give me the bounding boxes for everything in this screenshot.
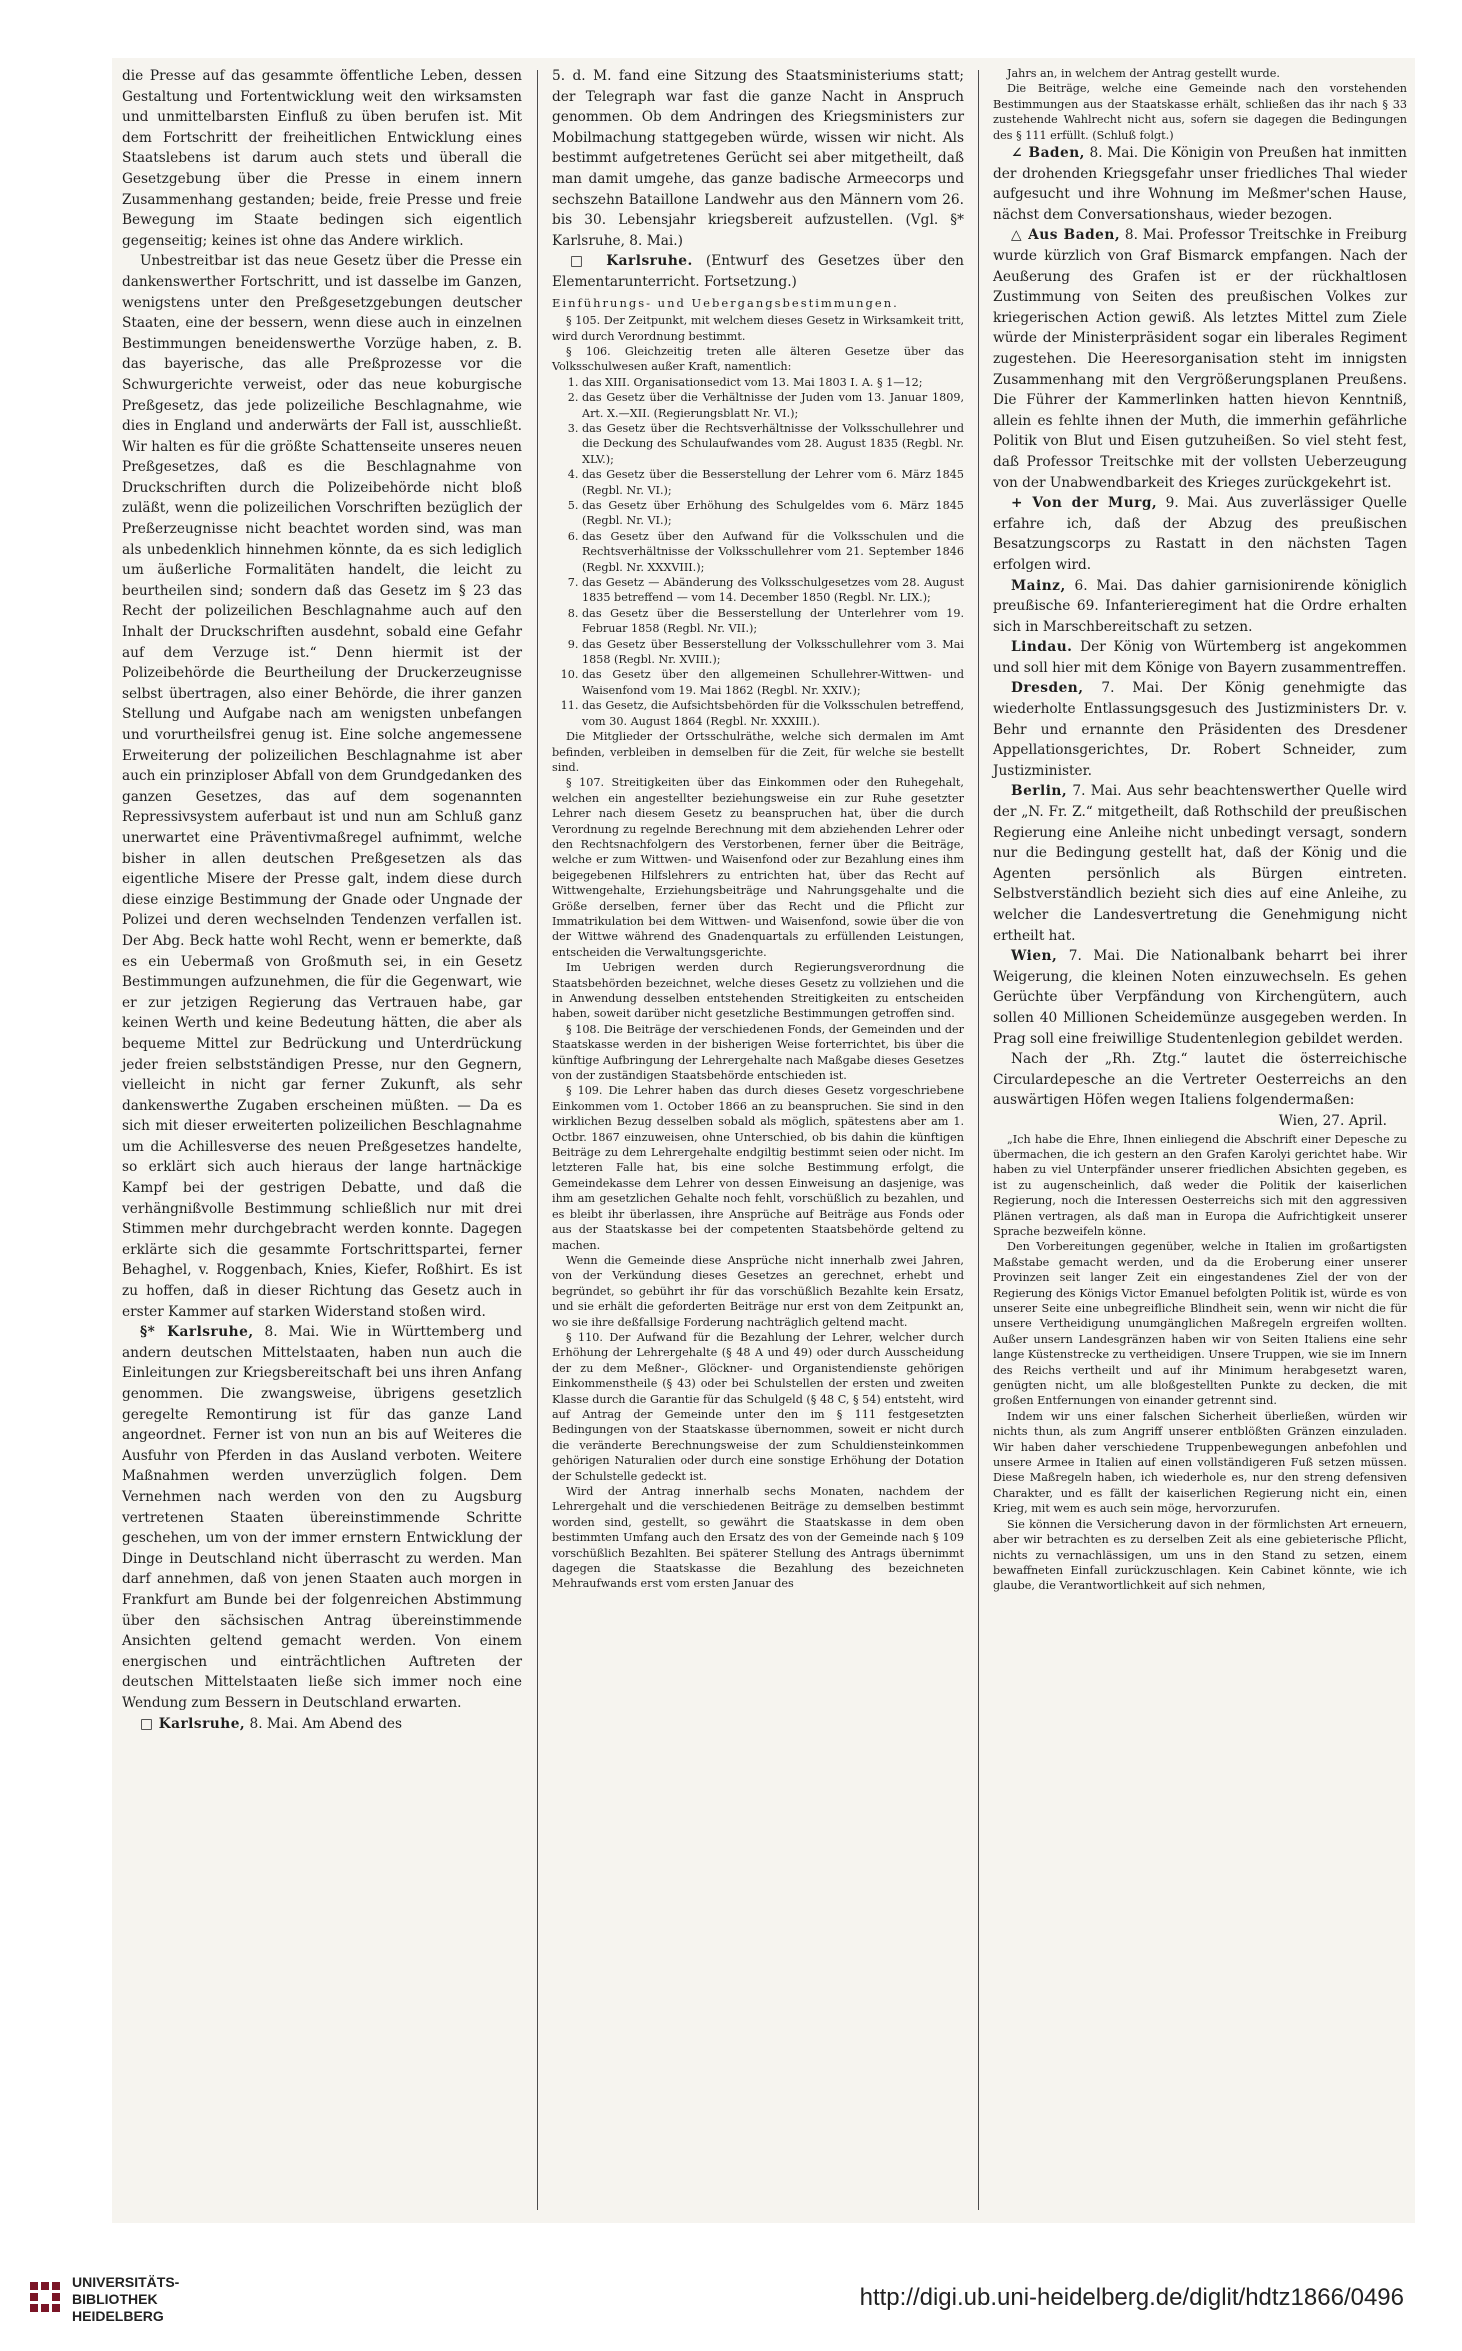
list-item: 10. das Gesetz über den allgemeinen Schullehrer-Wittwen- und Waisenfond vom 19. Mai 1862 (Regbl. Nr. XXIV.); [582,667,964,698]
list-item: 8. das Gesetz über die Besserstellung der Unterlehrer vom 19. Februar 1858 (Regbl. Nr. VII.); [582,606,964,637]
dateline-heading: □ Karlsruhe, [140,1715,246,1732]
news-text: (Entwurf des Gesetzes über den Elementarunterricht. Fortsetzung.) [552,253,964,290]
paragraph: § 108. Die Beiträge der verschiedenen Fonds, der Gemeinden und der Staatskasse werden in der bisherigen Weise forterrichtet, bis über die künftige Aufbringung der Lehrergehalte nach Maßgabe dieses Gesetzes von der zuständigen Staatsbehörde entschieden ist. [552,1022,964,1083]
list-item: 2. das Gesetz über die Verhältnisse der Juden vom 13. Januar 1809, Art. X.—XII. (Regierungsblatt Nr. VI.); [582,390,964,421]
news-text: 7. Mai. Der König genehmigte das wiederholte Entlassungsgesuch des Justizministers Dr. v. Behr und ernannte den Präsidenten des Dresdener Appellationsgerichtes, Dr. Robert Schneider, zum Justizminister. [993,680,1407,779]
news-text: 7. Mai. Aus sehr beachtenswerther Quelle wird der „N. Fr. Z.“ mitgetheilt, daß Rothschild der preußischen Regierung eine Anleihe nicht unbedingt versagt, sondern nur die Bedingung gestellt hat, daß der König und die Agenten persönlich als Bürgen eintreten. Selbstverständlich bezieht sich dies auf eine Anleihe, zu welcher die Landesvertretung die Genehmigung nicht ertheilt hat. [993,783,1407,944]
paragraph: Im Uebrigen werden durch Regierungsverordnung die Staatsbehörden bezeichnet, welche dieses Gesetz zu vollziehen und die in Anwendung desselben entstehenden Streitigkeiten zu entscheiden haben, soweit darüber nicht gesetzliche Bestimmungen getroffen sind. [552,961,964,1021]
law-text [552,729,964,1592]
news-item [993,946,1407,1049]
list-item: 4. das Gesetz über die Besserstellung der Lehrer vom 6. März 1845 (Regbl. Nr. VI.); [582,467,964,498]
library-name [72,2274,179,2325]
column-rule [537,70,538,2210]
library-logo-icon [30,2282,60,2312]
footer [0,2262,1462,2332]
paragraph: Indem wir uns einer falschen Sicherheit überließen, würden wir nichts thun, als zum Angriff unserer entblößten Gränzen einzuladen. Wir haben daher verschiedene Truppenbewegungen anbefohlen und unsere Armee in Italien auf einen vollständigeren Fuß setzen müssen. Diese Maßregeln haben, ich wiederhole es, nur den streng defensiven Charakter, und es fällt der kaiserlichen Regierung nicht ein, einen Krieg, mit wem es auch sein möge, hervorzurufen. [993,1409,1407,1516]
paragraph: Wenn die Gemeinde diese Ansprüche nicht innerhalb zwei Jahren, von der Verkündung dieses Gesetzes an gerechnet, erhebt und begründet, so gebührt ihr für das vorschüßlich Bezahlte kein Ersatz, und sie erhält die geforderten Beiträge nur erst von dem Zeitpunkt an, wo sie ihre deßfallsige Forderung nachträglich geltend macht. [552,1253,964,1329]
dispatch-text [993,1132,1407,1594]
dateline-heading: Wien, [1011,948,1058,965]
paragraph: „Ich habe die Ehre, Ihnen einliegend die Abschrift einer Depesche zu übermachen, die ich gestern an den Grafen Karolyi gerichtet habe. Wir haben zu viel Unterpfänder unserer friedlichen Absichten gegeben, es ist zu augenscheinlich, daß weder die Politik der kaiserlichen Regierung, noch die Interessen Oesterreichs sich mit den aggressiven Plänen vertragen, als daß man in Europa die Aufrichtigkeit unserer Sprache bezweifeln könne. [993,1132,1407,1238]
list-item: 5. das Gesetz über Erhöhung des Schulgeldes vom 6. März 1845 (Regbl. Nr. VI.); [582,498,964,529]
dateline-heading: △ Aus Baden, [1011,227,1121,244]
paragraph: Die Mitglieder der Ortsschulräthe, welche sich dermalen im Amt befinden, verbleiben in demselben für die Zeit, für welche sie bestellt sind. [552,730,964,774]
column-2 [552,66,964,1592]
news-item [993,781,1407,946]
news-item [122,1322,522,1713]
dateline-heading: Lindau. [1011,639,1073,656]
list-item: 3. das Gesetz über die Rechtsverhältnisse der Volksschullehrer und die Deckung des Schulaufwandes vom 28. August 1835 (Regbl. Nr. XLV.); [582,421,964,467]
list-item: 6. das Gesetz über den Aufwand für die Volksschulen und die Rechtsverhältnisse der Volksschullehrer vom 21. September 1846 (Regbl. Nr. XXXVIII.); [582,529,964,575]
news-item [993,493,1407,575]
paragraph: § 110. Der Aufwand für die Bezahlung der Lehrer, welcher durch Erhöhung der Lehrergehalte (§ 48 A und 49) oder durch Ausscheidung der zu dem Meßner-, Glöckner- und Organistendienste gehörigen Einkommenstheile (§ 43) oder bei Schulstellen der ersten und zweiten Klasse durch die Garantie für das Schulgeld (§ 48 C, § 54) entsteht, wird auf Antrag der Gemeinde unter den im § 111 festgesetzten Bedingungen von der Staatskasse übernommen, soweit er nicht durch die veränderte Berechnungsweise der zum Schuldiensteinkommen gehörigen Naturalien oder durch eine sonstige Erhöhung der Dotation der Schulstelle gedeckt ist. [552,1330,964,1483]
paragraph: Den Vorbereitungen gegenüber, welche in Italien im großartigsten Maßstabe gemacht werden, und da die Eroberung einer unserer Provinzen seit langer Zeit ein eingestandenes Ziel der von der Regierung des Königs Victor Emanuel befolgten Politik ist, würde es von unserer Seite eine unbegreifliche Blindheit sein, wenn wir nicht die für unsere Vertheidigung unumgänglichen Maßregeln ergreifen wollten. Außer unsern Landesgränzen haben wir von Seiten Italiens eine sehr lange Küstenstrecke zu vertheidigen. Unsere Truppen, wie sie im Innern des Reichs vertheilt und auf ihr Minimum herabgesetzt waren, genügten nicht, um alle bloßgestellten Punkte zu decken, die mit großen Entfernungen von einander getrennt sind. [993,1240,1407,1408]
news-text: 7. Mai. Die Nationalbank beharrt bei ihrer Weigerung, die kleinen Noten einzuwechseln. Es gehen Gerüchte über Verpfändung von Kirchengütern, auch sollen 40 Millionen Scheidemünze ausgegeben werden. In Prag soll eine freiwillige Studentenlegion gebildet werden. [993,948,1407,1047]
paragraph: Sie können die Versicherung davon in der förmlichsten Art erneuern, aber wir betrachten es zu derselben Zeit als eine gebieterische Pflicht, nichts zu vernachlässigen, um uns in den Stand zu setzen, einem bewaffneten Einfall zurückzuschlagen. Kein Cabinet könnte, wie ich glaube, die Verantwortlichkeit auf sich nehmen, [993,1517,1407,1593]
news-text: 8. Mai. Am Abend des [245,1715,402,1732]
news-text: 9. Mai. Aus zuverlässiger Quelle erfahre ich, daß der Abzug des preußischen Besatzungscorps zu Rastatt in den nächsten Tagen erfolgen wird. [993,495,1407,573]
news-item [122,1714,522,1735]
law-text [552,313,964,375]
paragraph: Die Beiträge, welche eine Gemeinde nach den vorstehenden Bestimmungen aus der Staatskasse erhält, schließen das ihr nach § 33 zustehende Wahlrecht nicht aus, sofern sie dagegen die Bedingungen des § 111 erfüllt. (Schluß folgt.) [993,82,1407,142]
list-item: 9. das Gesetz über Besserstellung der Volksschullehrer vom 3. Mai 1858 (Regbl. Nr. XVIII.); [582,637,964,668]
paragraph: Unbestreitbar ist das neue Gesetz über die Presse ein dankenswerther Fortschritt, und ist dasselbe im Ganzen, wenigstens unter den Preßgesetzgebungen deutscher Staaten, eine der bessern, wenn diese auch in einzelnen Bestimmungen beneidenswerthe Vorzüge haben, z. B. das bayerische, das alle Preßprozesse vor die Schwurgerichte verweist, oder das neue koburgische Preßgesetz, das jede polizeiliche Beschlagnahme, wie dies in England und anderwärts der Fall ist, ausschließt. Wir halten es für die größte Schattenseite unseres neuen Preßgesetzes, daß es die Beschlagnahme von Druckschriften durch die Polizeibehörde nicht bloß zuläßt, wenn die polizeilichen Vorschriften bezüglich der Preßerzeugnisse nicht beachtet worden sind, was man als unbedenklich hinnehmen könnte, da es sich lediglich um äußerliche Formalitäten handelt, die leicht zu beurtheilen sind; sondern daß das Gesetz im § 23 das Recht der polizeilichen Beschlagnahme auch auf den Inhalt der Druckschriften ausdehnt, sobald eine Gefahr auf dem Verzuge ist.“ Denn hiermit ist der Polizeibehörde die Beurtheilung der Druckerzeugnisse selbst übertragen, also einer Behörde, die ihrer ganzen Stellung und Aufgabe nach am wenigsten unbefangen und vorurtheilsfrei genug ist. Eine solche angemessene Erweiterung der polizeilichen Beschlagnahme ist aber auch ein prinziploser Abfall von dem Grundgedanken des ganzen Gesetzes, das auf dem sogenannten Repressivsystem auferbaut ist und nun am Schluß ganz unerwartet eine Präventivmaßregel aufnimmt, welche bisher in allen deutschen Preßgesetzen als das eigentliche Misere der Presse galt, indem diese durch diese einzige Bestimmung der Gnade oder Ungnade der Polizei und deren wechselnden Tendenzen verfallen ist. Der Abg. Beck hatte wohl Recht, wenn er bemerkte, daß es ein Uebermaß von Großmuth sei, in ein Gesetz Bestimmungen aufzunehmen, die für die Gegenwart, wie er zur jetzigen Regierung das Vertrauen habe, gar keinen Werth und keine Bedeutung hätten, die aber als bequeme Mittel zur Bedrückung und Unterdrückung jeder freien selbstständigen Presse, nur den Gegnern, vielleicht in nicht gar ferner Zukunft, als sehr dankenswerthe Zugaben erscheinen müßten. — Da es sich mit dieser erweiterten polizeilichen Beschlagnahme um die Achillesverse des neuen Preßgesetzes handelte, so erklärt sich auch hieraus der lange hartnäckige Kampf bei der gestrigen Debatte, und daß die verhängnißvolle Bestimmung schließlich nur mit drei Stimmen mehr durchgebracht werden konnte. Dagegen erklärte sich die gesammte Fortschrittspartei, ferner Behaghel, v. Roggenbach, Knies, Kiefer, Roßhirt. Es ist zu hoffen, daß in dieser Richtung das Gesetz auch in erster Kammer auf starken Widerstand stoßen wird. [122,253,522,1320]
newspaper-page [112,58,1415,2223]
dateline-heading: Dresden, [1011,680,1084,697]
news-item [993,678,1407,781]
list-item: 1. das XIII. Organisationsedict vom 13. Mai 1803 I. A. § 1—12; [582,375,964,390]
list-item: 7. das Gesetz — Abänderung des Volksschulgesetzes vom 28. August 1835 betreffend — vom 14. December 1850 (Regbl. Nr. LIX.); [582,575,964,606]
paragraph: 5. d. M. fand eine Sitzung des Staatsministeriums statt; der Telegraph war fast die ganze Nacht in Anspruch genommen. Ob dem Andringen des Kriegsministers zur Mobilmachung stattgegeben würde, wissen wir nicht. Als bestimmt aufgetretenes Gerücht sei aber mitgetheilt, daß man damit umgehe, das ganze badische Armeecorps und sechszehn Bataillone Landwehr aus den Männern vom 26. bis 30. Lebensjahr kriegsbereit aufzustellen. (Vgl. §* Karlsruhe, 8. Mai.) [552,68,964,249]
list-item: 11. das Gesetz, die Aufsichtsbehörden für die Volksschulen betreffend, vom 30. August 1864 (Regbl. Nr. XXXIII.). [582,698,964,729]
dateline: Wien, 27. April. [1278,1112,1387,1129]
dateline-heading: + Von der Murg, [1011,495,1158,512]
dateline-heading: ∠ Baden, [1011,145,1085,162]
law-list [552,375,964,729]
library-name-line: BIBLIOTHEK [72,2291,158,2307]
library-name-line: HEIDELBERG [72,2308,164,2324]
column-3 [993,66,1407,1594]
news-item [993,637,1407,678]
dateline-heading: Mainz, [1011,577,1066,594]
dateline-heading: Berlin, [1011,783,1068,800]
paragraph: die Presse auf das gesammte öffentliche Leben, dessen Gestaltung und Fortentwicklung weit den wirksamsten und unmittelbarsten Einfluß zu üben berufen ist. Mit dem Fortschritt der freiheitlichen Entwicklung eines Staatslebens ist darum auch stets und überall die Gesetzgebung über die Presse in einem innern Zusammenhang gestanden; beide, freie Presse und freie Bewegung im Staate bedingen sich eigentlich gegenseitig; keines ist ohne das Andere wirklich. [122,68,522,249]
dateline-heading: □ Karlsruhe. [570,253,693,270]
source-url-link[interactable]: http://digi.ub.uni-heidelberg.de/diglit/hdtz1866/0496 [859,2284,1404,2311]
section-subheading: Einführungs- und Uebergangsbestimmungen. [552,295,899,310]
paragraph: § 107. Streitigkeiten über das Einkommen oder den Ruhegehalt, welchen ein angestellter beziehungsweise ein zur Ruhe gesetzter Lehrer nach diesem Gesetz zu beanspruchen hat, über die durch Verordnung zu regelnde Berechnung mit dem abziehenden Lehrer oder den Rechtsnachfolgern des Verstorbenen, ferner über die Beiträge, welche er zum Wittwen- und Waisenfond oder zur Bezahlung eines ihm beigegebenen Hilfslehrers zu entrichten hat, über das Recht auf Wittwengehalte, Erziehungsbeiträge und Nahrungsgehalte und die Größe derselben, ferner über das Recht und die Pflicht zur Immatrikulation bei dem Wittwen- und Waisenfond, sowie über die von der Wittwe während des Gnadenquartals zu erfüllenden Leistungen, entscheiden die Verwaltungsgerichte. [552,776,964,959]
dateline-heading: §* Karlsruhe, [140,1324,254,1341]
news-text: 8. Mai. Wie in Württemberg und andern deutschen Mittelstaaten, haben nun auch die Einleitungen zur Kriegsbereitschaft bei uns ihren Anfang genommen. Die zwangsweise, übrigens gesetzlich geregelte Remontirung ist für das ganze Land angeordnet. Ferner ist von nun an bis auf Weiteres die Ausfuhr von Pferden in das Ausland verboten. Weitere Maßnahmen werden unverzüglich folgen. Dem Vernehmen nach werden von den zu Augsburg vertretenen Staaten übereinstimmende Schritte geschehen, um von der immer ernstern Entwicklung der Dinge in Deutschland nicht überrascht zu werden. Man darf annehmen, daß von jenen Staaten auch morgen in Frankfurt am Bunde bei der folgenreichen Abstimmung über den sächsischen Antrag übereinstimmende Ansichten geltend gemacht werden. Von einem energischen und einträchtlichen Auftreten der deutschen Mittelstaaten ließe sich immer noch eine Wendung zum Bessern in Deutschland erwarten. [122,1324,522,1711]
column-1 [122,66,522,1734]
news-item [993,143,1407,225]
news-item [993,576,1407,638]
news-text: 6. Mai. Das dahier garnisionirende königlich preußische 69. Infanterieregiment hat die Ordre erhalten sich in Marschbereitschaft zu setzen. [993,577,1407,635]
law-text [993,66,1407,143]
paragraph: Nach der „Rh. Ztg.“ lautet die österreichische Circulardepesche an die Vertreter Oesterreichs an den auswärtigen Höfen wegen Italiens folgendermaßen: [993,1051,1407,1109]
paragraph: Wird der Antrag innerhalb sechs Monaten, nachdem der Lehrergehalt und die verschiedenen Beiträge zu demselben bestimmt worden sind, gestellt, so gewährt die Staatskasse in dem oben bestimmten Umfang auch den Ersatz des von der Gemeinde nach § 109 vorschüßlich Bezahlten. Bei späterer Stellung des Antrags übernimmt dagegen die Staatskasse die Bezahlung des bezeichneten Mehraufwands erst vom ersten Januar des [552,1485,964,1591]
news-text: 8. Mai. Professor Treitschke in Freiburg wurde kürzlich von Graf Bismarck empfangen. Nach der Aeußerung des Grafen ist er der rückhaltlosen Zustimmung von Seiten des preußischen Volkes zur kriegerischen Action gewiß. Als letztes Mittel zum Ziele würde der Ministerpräsident sogar ein liberales Regiment zugestehen. Die Heeresorganisation steht im innigsten Zusammenhang mit den Vergrößerungsplanen Preußens. Die Führer der Kammerlinken hatten hievon Kenntniß, allein es fehlte ihnen der Muth, die immerhin gefährliche Politik von Blut und Eisen gutzuheißen. So viel steht fest, daß Professor Treitschke mit der vollsten Ueberzeugung von der Unabwendbarkeit des Krieges zurückgekehrt ist. [993,227,1407,491]
paragraph: § 106. Gleichzeitig treten alle älteren Gesetze über das Volksschulwesen außer Kraft, namentlich: [552,344,964,374]
paragraph: § 105. Der Zeitpunkt, mit welchem dieses Gesetz in Wirksamkeit tritt, wird durch Verordnung bestimmt. [552,314,964,343]
paragraph: Jahrs an, in welchem der Antrag gestellt wurde. [1007,67,1280,80]
news-item [552,251,964,292]
library-name-line: UNIVERSITÄTS- [72,2274,180,2290]
column-rule [978,70,979,2210]
news-text: Der König von Würtemberg ist angekommen und soll hier mit dem Könige von Bayern zusammentreffen. [993,639,1407,676]
news-text: 8. Mai. Die Königin von Preußen hat inmitten der drohenden Kriegsgefahr unser friedliches Thal wieder aufgesucht und ihre Wohnung im Meßmer'schen Hause, nächst dem Conversationshaus, wieder bezogen. [993,145,1407,223]
news-item [993,225,1407,493]
paragraph: § 109. Die Lehrer haben das durch dieses Gesetz vorgeschriebene Einkommen vom 1. October 1866 an zu beanspruchen. Sie sind in den wirklichen Bezug desselben sobald als möglich, spätestens aber am 1. Octbr. 1867 einzuweisen, ohne Unterschied, ob bis dahin die künftigen Beiträge zu dem Lehrergehalte endgiltig bestimmt seien oder nicht. Im letzteren Falle hat, bis eine solche Bestimmung erfolgt, die Gemeindekasse dem Lehrer von dessen Einweisung an dasjenige, was ihm am gesetzlichen Gehalte noch fehlt, vorschüßlich zu bezahlen, und es bleibt ihr überlassen, ihre Ansprüche auf Beiträge aus Fonds oder aus der Staatskasse bei der competenten Staatsbehörde geltend zu machen. [552,1084,964,1252]
